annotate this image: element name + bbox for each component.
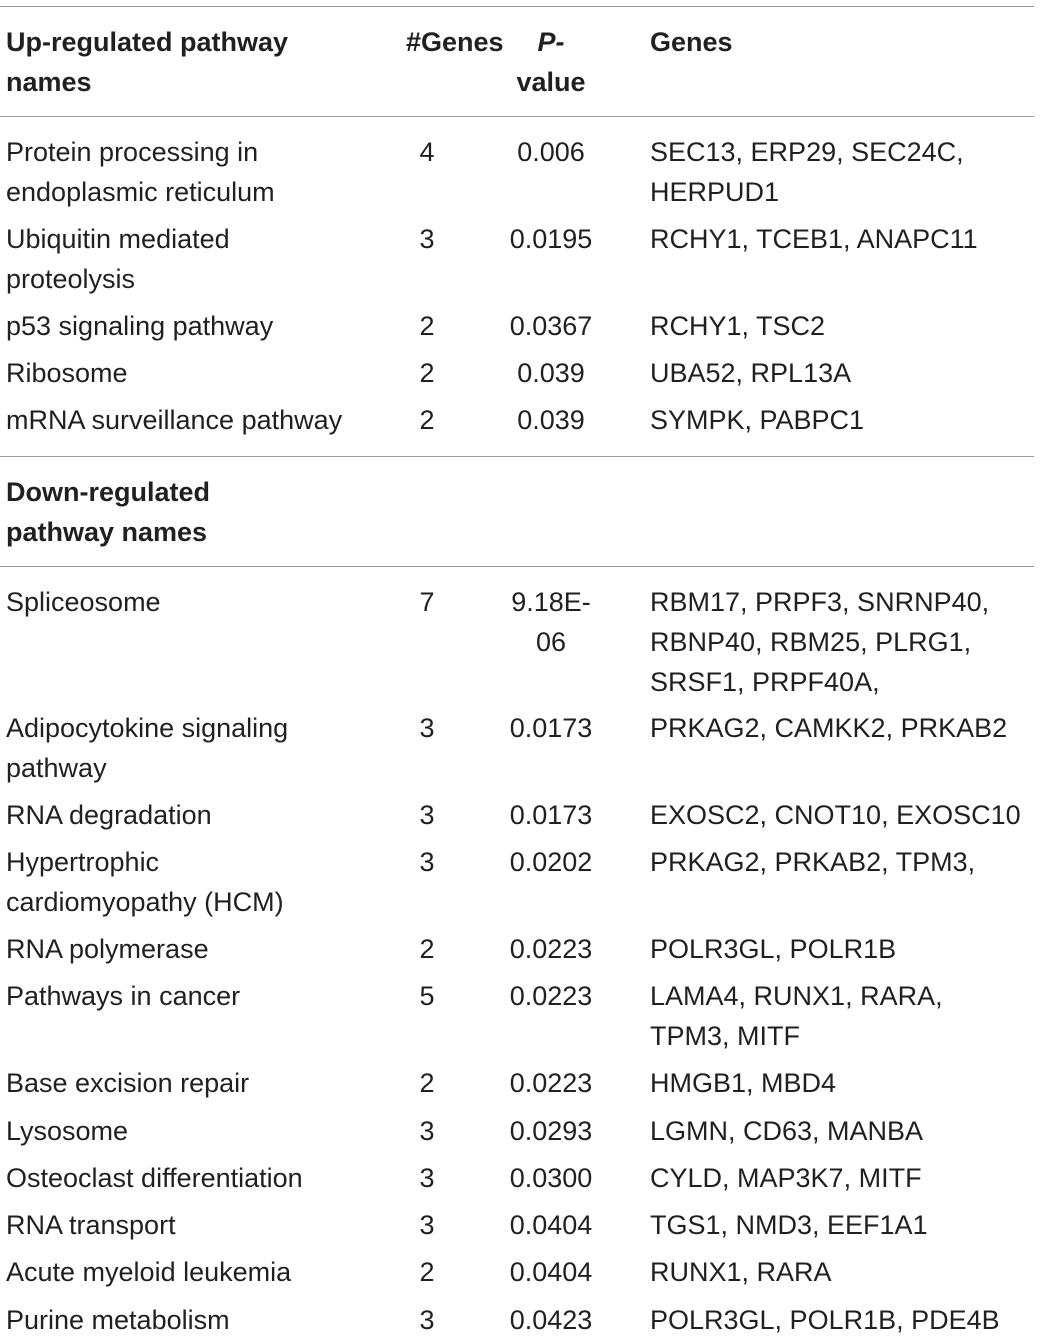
- row-gene-count: 3: [419, 800, 435, 830]
- down-header-rule: [0, 566, 1034, 567]
- row-gene-count: 2: [419, 358, 435, 388]
- header-gene-count: #Genes: [406, 27, 504, 57]
- row-gene-count: 3: [419, 847, 435, 877]
- down-regulated-header: Down-regulated pathway names: [6, 477, 211, 547]
- row-pvalue: 0.0173: [509, 713, 593, 743]
- row-pvalue: 0.0173: [509, 800, 593, 830]
- row-pathway-name: Adipocytokine signaling pathway: [6, 713, 289, 783]
- row-genes: POLR3GL, POLR1B: [650, 934, 897, 964]
- row-genes: SEC13, ERP29, SEC24C, HERPUD1: [650, 137, 964, 207]
- row-pvalue: 0.006: [517, 137, 585, 167]
- row-pathway-name: Hypertrophic cardiomyopathy (HCM): [6, 847, 284, 917]
- header-genes: Genes: [650, 27, 733, 57]
- row-genes: LAMA4, RUNX1, RARA, TPM3, MITF: [650, 981, 943, 1051]
- row-pathway-name: Purine metabolism: [6, 1305, 230, 1335]
- row-pathway-name: Pathways in cancer: [6, 981, 241, 1011]
- row-genes: PRKAG2, CAMKK2, PRKAB2: [650, 713, 1008, 743]
- row-pathway-name: p53 signaling pathway: [6, 311, 274, 341]
- row-pvalue: 0.0223: [509, 934, 593, 964]
- row-gene-count: 3: [419, 1163, 435, 1193]
- row-gene-count: 3: [419, 1116, 435, 1146]
- row-pvalue: 0.0223: [509, 1068, 593, 1098]
- row-pvalue: 0.0202: [509, 847, 593, 877]
- row-gene-count: 4: [419, 137, 435, 167]
- row-genes: LGMN, CD63, MANBA: [650, 1116, 924, 1146]
- row-pvalue: 0.0223: [509, 981, 593, 1011]
- row-pvalue: 9.18E- 06: [511, 587, 591, 657]
- row-pathway-name: Spliceosome: [6, 587, 161, 617]
- row-gene-count: 3: [419, 1305, 435, 1335]
- header-pathway-names: Up-regulated pathway names: [6, 27, 289, 97]
- row-genes: RBM17, PRPF3, SNRNP40, RBNP40, RBM25, PLRG1, SRSF1, PRPF40A,: [650, 587, 990, 697]
- row-genes: HMGB1, MBD4: [650, 1068, 837, 1098]
- row-pvalue: 0.0423: [509, 1305, 593, 1335]
- row-pathway-name: RNA degradation: [6, 800, 212, 830]
- table-top-rule: [0, 6, 1034, 7]
- row-pathway-name: RNA polymerase: [6, 934, 209, 964]
- row-pvalue: 0.0404: [509, 1210, 593, 1240]
- row-pvalue: 0.039: [517, 405, 585, 435]
- row-genes: RCHY1, TCEB1, ANAPC11: [650, 224, 978, 254]
- row-genes: PRKAG2, PRKAB2, TPM3,: [650, 847, 976, 877]
- row-pathway-name: RNA transport: [6, 1210, 176, 1240]
- row-gene-count: 5: [419, 981, 435, 1011]
- row-pvalue: 0.0367: [509, 311, 593, 341]
- row-pvalue: 0.039: [517, 358, 585, 388]
- row-genes: SYMPK, PABPC1: [650, 405, 865, 435]
- row-pathway-name: Lysosome: [6, 1116, 129, 1146]
- row-genes: RUNX1, RARA: [650, 1257, 832, 1287]
- row-genes: RCHY1, TSC2: [650, 311, 826, 341]
- row-genes: EXOSC2, CNOT10, EXOSC10: [650, 800, 1021, 830]
- row-pathway-name: mRNA surveillance pathway: [6, 405, 343, 435]
- row-gene-count: 3: [419, 713, 435, 743]
- row-genes: UBA52, RPL13A: [650, 358, 852, 388]
- row-pathway-name: Base excision repair: [6, 1068, 250, 1098]
- row-pvalue: 0.0300: [509, 1163, 593, 1193]
- row-pathway-name: Protein processing in endoplasmic reticulum: [6, 137, 275, 207]
- row-gene-count: 2: [419, 1068, 435, 1098]
- row-pathway-name: Acute myeloid leukemia: [6, 1257, 292, 1287]
- row-genes: POLR3GL, POLR1B, PDE4B: [650, 1305, 1000, 1335]
- row-genes: CYLD, MAP3K7, MITF: [650, 1163, 922, 1193]
- row-gene-count: 3: [419, 1210, 435, 1240]
- row-pvalue: 0.0293: [509, 1116, 593, 1146]
- row-gene-count: 2: [419, 1257, 435, 1287]
- row-pvalue: 0.0195: [509, 224, 593, 254]
- row-gene-count: 7: [419, 587, 435, 617]
- row-pvalue: 0.0404: [509, 1257, 593, 1287]
- header-pvalue: P- value: [516, 27, 586, 97]
- row-pathway-name: Ubiquitin mediated proteolysis: [6, 224, 230, 294]
- row-genes: TGS1, NMD3, EEF1A1: [650, 1210, 928, 1240]
- row-pathway-name: Osteoclast differentiation: [6, 1163, 303, 1193]
- header-rule: [0, 116, 1034, 117]
- row-gene-count: 2: [419, 311, 435, 341]
- row-pathway-name: Ribosome: [6, 358, 128, 388]
- section-rule: [0, 456, 1034, 457]
- row-gene-count: 2: [419, 405, 435, 435]
- row-gene-count: 2: [419, 934, 435, 964]
- row-gene-count: 3: [419, 224, 435, 254]
